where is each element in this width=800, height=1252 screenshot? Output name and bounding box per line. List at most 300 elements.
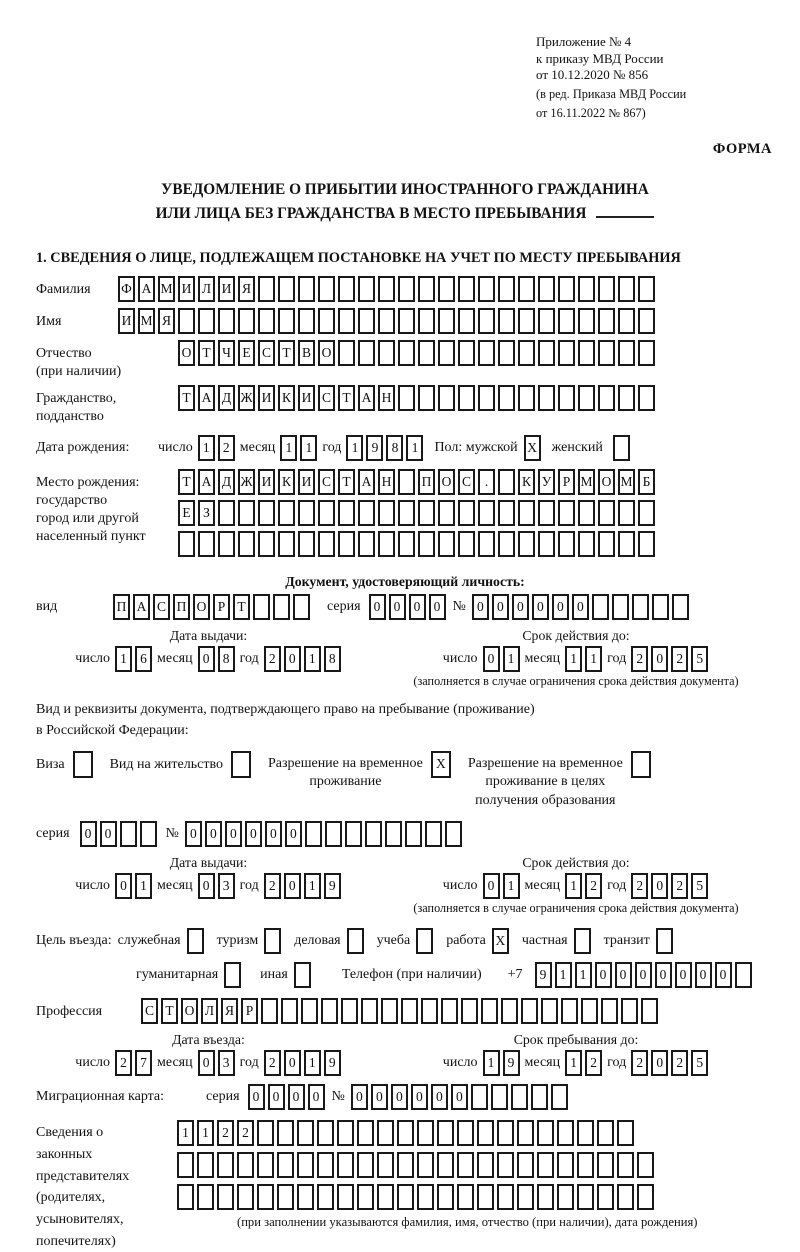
form-cell[interactable]: 0 bbox=[715, 962, 732, 988]
form-cell[interactable]: С bbox=[458, 469, 475, 495]
form-cell[interactable] bbox=[481, 998, 498, 1024]
form-cell[interactable] bbox=[511, 1084, 528, 1110]
form-cell[interactable] bbox=[458, 500, 475, 526]
form-cell[interactable]: 0 bbox=[391, 1084, 408, 1110]
form-cell[interactable]: 0 bbox=[265, 821, 282, 847]
form-cell[interactable] bbox=[318, 531, 335, 557]
form-cell[interactable]: 0 bbox=[492, 594, 509, 620]
form-cell[interactable]: П bbox=[113, 594, 130, 620]
form-cell[interactable]: Т bbox=[178, 469, 195, 495]
form-cell[interactable] bbox=[457, 1152, 474, 1178]
form-cell[interactable] bbox=[592, 594, 609, 620]
form-cell[interactable] bbox=[477, 1184, 494, 1210]
form-cell[interactable]: Т bbox=[198, 340, 215, 366]
form-cell[interactable]: 6 bbox=[135, 646, 152, 672]
form-cell[interactable]: А bbox=[358, 385, 375, 411]
form-cell[interactable]: Я bbox=[221, 998, 238, 1024]
form-cell[interactable]: Р bbox=[213, 594, 230, 620]
form-cell[interactable] bbox=[277, 1152, 294, 1178]
form-cell[interactable] bbox=[347, 928, 364, 954]
form-cell[interactable]: 0 bbox=[552, 594, 569, 620]
form-cell[interactable]: М bbox=[138, 308, 155, 334]
form-cell[interactable] bbox=[277, 1120, 294, 1146]
form-cell[interactable]: 2 bbox=[671, 873, 688, 899]
form-cell[interactable] bbox=[478, 276, 495, 302]
migration-series-cells[interactable] bbox=[248, 1084, 328, 1110]
form-cell[interactable]: 2 bbox=[671, 646, 688, 672]
form-cell[interactable] bbox=[617, 1120, 634, 1146]
form-cell[interactable]: О bbox=[193, 594, 210, 620]
residence-series-cells[interactable] bbox=[80, 821, 160, 847]
visa-checkbox[interactable] bbox=[73, 751, 96, 778]
form-cell[interactable] bbox=[338, 531, 355, 557]
form-cell[interactable] bbox=[253, 594, 270, 620]
form-cell[interactable]: О bbox=[318, 340, 335, 366]
form-cell[interactable]: С bbox=[318, 385, 335, 411]
form-cell[interactable]: 1 bbox=[135, 873, 152, 899]
form-cell[interactable] bbox=[418, 308, 435, 334]
form-cell[interactable] bbox=[417, 1152, 434, 1178]
form-cell[interactable] bbox=[518, 500, 535, 526]
form-cell[interactable]: Т bbox=[338, 385, 355, 411]
residence-issue-year-cells[interactable] bbox=[264, 873, 344, 899]
form-cell[interactable] bbox=[656, 928, 673, 954]
form-cell[interactable] bbox=[577, 1184, 594, 1210]
form-cell[interactable] bbox=[597, 1184, 614, 1210]
doc-valid-year-cells[interactable] bbox=[631, 646, 711, 672]
form-cell[interactable] bbox=[538, 276, 555, 302]
form-cell[interactable] bbox=[531, 1084, 548, 1110]
form-cell[interactable] bbox=[558, 500, 575, 526]
purpose-tourism-checkbox[interactable] bbox=[264, 928, 284, 954]
form-cell[interactable]: 0 bbox=[245, 821, 262, 847]
form-cell[interactable] bbox=[621, 998, 638, 1024]
purpose-other-checkbox[interactable] bbox=[294, 962, 314, 988]
form-cell[interactable] bbox=[538, 340, 555, 366]
form-cell[interactable]: 0 bbox=[100, 821, 117, 847]
form-cell[interactable]: Ф bbox=[118, 276, 135, 302]
form-cell[interactable]: 0 bbox=[288, 1084, 305, 1110]
form-cell[interactable]: 3 bbox=[218, 873, 235, 899]
form-cell[interactable] bbox=[617, 1152, 634, 1178]
form-cell[interactable] bbox=[672, 594, 689, 620]
form-cell[interactable]: . bbox=[478, 469, 495, 495]
form-cell[interactable]: 0 bbox=[651, 873, 668, 899]
form-cell[interactable]: С bbox=[141, 998, 158, 1024]
residence-number-cells[interactable] bbox=[185, 821, 465, 847]
form-cell[interactable]: 0 bbox=[532, 594, 549, 620]
form-cell[interactable]: 0 bbox=[695, 962, 712, 988]
entry-month-cells[interactable] bbox=[198, 1050, 238, 1076]
form-cell[interactable] bbox=[73, 751, 93, 778]
form-cell[interactable] bbox=[278, 276, 295, 302]
form-cell[interactable] bbox=[638, 308, 655, 334]
form-cell[interactable]: 0 bbox=[451, 1084, 468, 1110]
form-cell[interactable] bbox=[471, 1084, 488, 1110]
form-cell[interactable] bbox=[521, 998, 538, 1024]
doc-issue-day-cells[interactable] bbox=[115, 646, 155, 672]
form-cell[interactable]: 0 bbox=[595, 962, 612, 988]
form-cell[interactable] bbox=[617, 1184, 634, 1210]
form-cell[interactable] bbox=[478, 385, 495, 411]
form-cell[interactable] bbox=[538, 500, 555, 526]
representatives-cells-row1[interactable] bbox=[177, 1120, 697, 1146]
form-cell[interactable] bbox=[437, 1152, 454, 1178]
stay-day-cells[interactable] bbox=[483, 1050, 523, 1076]
form-cell[interactable] bbox=[277, 1184, 294, 1210]
form-cell[interactable] bbox=[358, 308, 375, 334]
form-cell[interactable] bbox=[378, 276, 395, 302]
form-cell[interactable] bbox=[398, 500, 415, 526]
form-cell[interactable] bbox=[578, 276, 595, 302]
form-cell[interactable]: Т bbox=[278, 340, 295, 366]
form-cell[interactable] bbox=[538, 531, 555, 557]
form-cell[interactable] bbox=[297, 1184, 314, 1210]
form-cell[interactable] bbox=[197, 1152, 214, 1178]
form-cell[interactable] bbox=[237, 1184, 254, 1210]
form-cell[interactable]: 5 bbox=[691, 1050, 708, 1076]
form-cell[interactable] bbox=[498, 531, 515, 557]
form-cell[interactable] bbox=[358, 531, 375, 557]
temp-permit-checkbox[interactable] bbox=[431, 751, 454, 778]
form-cell[interactable] bbox=[317, 1184, 334, 1210]
form-cell[interactable]: 0 bbox=[572, 594, 589, 620]
form-cell[interactable] bbox=[398, 340, 415, 366]
form-cell[interactable] bbox=[581, 998, 598, 1024]
birth-day-cells[interactable] bbox=[198, 435, 238, 461]
form-cell[interactable]: Я bbox=[238, 276, 255, 302]
form-cell[interactable]: С bbox=[258, 340, 275, 366]
form-cell[interactable]: Т bbox=[233, 594, 250, 620]
form-cell[interactable] bbox=[618, 531, 635, 557]
form-cell[interactable]: К bbox=[278, 385, 295, 411]
form-cell[interactable]: А bbox=[133, 594, 150, 620]
form-cell[interactable] bbox=[558, 385, 575, 411]
form-cell[interactable] bbox=[558, 340, 575, 366]
form-cell[interactable]: 0 bbox=[483, 873, 500, 899]
form-cell[interactable]: 0 bbox=[205, 821, 222, 847]
form-cell[interactable] bbox=[618, 385, 635, 411]
form-cell[interactable]: 0 bbox=[651, 1050, 668, 1076]
form-cell[interactable] bbox=[301, 998, 318, 1024]
form-cell[interactable] bbox=[238, 531, 255, 557]
purpose-official-checkbox[interactable] bbox=[187, 928, 207, 954]
form-cell[interactable] bbox=[445, 821, 462, 847]
form-cell[interactable] bbox=[518, 308, 535, 334]
form-cell[interactable]: Т bbox=[338, 469, 355, 495]
form-cell[interactable]: Ч bbox=[218, 340, 235, 366]
edu-permit-checkbox[interactable] bbox=[631, 751, 654, 778]
form-cell[interactable]: О bbox=[598, 469, 615, 495]
form-cell[interactable]: Д bbox=[218, 385, 235, 411]
form-cell[interactable] bbox=[497, 1184, 514, 1210]
form-cell[interactable] bbox=[341, 998, 358, 1024]
form-cell[interactable] bbox=[338, 276, 355, 302]
form-cell[interactable]: 0 bbox=[635, 962, 652, 988]
form-cell[interactable]: 0 bbox=[369, 594, 386, 620]
form-cell[interactable]: 2 bbox=[115, 1050, 132, 1076]
form-cell[interactable]: С bbox=[318, 469, 335, 495]
birth-year-cells[interactable] bbox=[346, 435, 426, 461]
form-cell[interactable] bbox=[537, 1152, 554, 1178]
form-cell[interactable]: М bbox=[158, 276, 175, 302]
form-cell[interactable] bbox=[538, 385, 555, 411]
form-cell[interactable] bbox=[218, 308, 235, 334]
form-cell[interactable] bbox=[338, 308, 355, 334]
form-cell[interactable] bbox=[735, 962, 752, 988]
form-cell[interactable] bbox=[258, 308, 275, 334]
form-cell[interactable]: 1 bbox=[304, 1050, 321, 1076]
form-cell[interactable] bbox=[498, 340, 515, 366]
form-cell[interactable]: 0 bbox=[429, 594, 446, 620]
form-cell[interactable] bbox=[598, 340, 615, 366]
form-cell[interactable] bbox=[198, 531, 215, 557]
form-cell[interactable]: 0 bbox=[225, 821, 242, 847]
form-cell[interactable] bbox=[518, 276, 535, 302]
form-cell[interactable] bbox=[561, 998, 578, 1024]
form-cell[interactable] bbox=[397, 1120, 414, 1146]
form-cell[interactable] bbox=[237, 1152, 254, 1178]
birthplace-cells-row3[interactable] bbox=[178, 531, 658, 557]
form-cell[interactable] bbox=[541, 998, 558, 1024]
form-cell[interactable]: О bbox=[438, 469, 455, 495]
form-cell[interactable] bbox=[398, 276, 415, 302]
form-cell[interactable]: Т bbox=[178, 385, 195, 411]
form-cell[interactable] bbox=[258, 531, 275, 557]
form-cell[interactable] bbox=[377, 1184, 394, 1210]
form-cell[interactable] bbox=[457, 1120, 474, 1146]
form-cell[interactable] bbox=[461, 998, 478, 1024]
residence-issue-day-cells[interactable] bbox=[115, 873, 155, 899]
form-cell[interactable] bbox=[278, 308, 295, 334]
form-cell[interactable] bbox=[498, 500, 515, 526]
form-cell[interactable] bbox=[577, 1120, 594, 1146]
form-cell[interactable] bbox=[381, 998, 398, 1024]
form-cell[interactable] bbox=[358, 276, 375, 302]
form-cell[interactable]: 1 bbox=[280, 435, 297, 461]
form-cell[interactable] bbox=[278, 531, 295, 557]
form-cell[interactable]: 5 bbox=[691, 646, 708, 672]
entry-year-cells[interactable] bbox=[264, 1050, 344, 1076]
form-cell[interactable] bbox=[224, 962, 241, 988]
form-cell[interactable]: 2 bbox=[264, 1050, 281, 1076]
form-cell[interactable] bbox=[437, 1184, 454, 1210]
form-cell[interactable] bbox=[418, 531, 435, 557]
form-cell[interactable] bbox=[421, 998, 438, 1024]
form-cell[interactable] bbox=[578, 385, 595, 411]
form-cell[interactable]: А bbox=[198, 469, 215, 495]
stay-month-cells[interactable] bbox=[565, 1050, 605, 1076]
form-cell[interactable] bbox=[518, 385, 535, 411]
form-cell[interactable]: 0 bbox=[351, 1084, 368, 1110]
purpose-transit-checkbox[interactable] bbox=[656, 928, 676, 954]
form-cell[interactable] bbox=[478, 500, 495, 526]
form-cell[interactable] bbox=[257, 1184, 274, 1210]
form-cell[interactable] bbox=[441, 998, 458, 1024]
form-cell[interactable] bbox=[398, 469, 415, 495]
form-cell[interactable]: 1 bbox=[198, 435, 215, 461]
form-cell[interactable] bbox=[491, 1084, 508, 1110]
form-cell[interactable]: 3 bbox=[218, 1050, 235, 1076]
form-cell[interactable] bbox=[120, 821, 137, 847]
form-cell[interactable] bbox=[641, 998, 658, 1024]
form-cell[interactable] bbox=[425, 821, 442, 847]
form-cell[interactable] bbox=[478, 308, 495, 334]
form-cell[interactable] bbox=[457, 1184, 474, 1210]
form-cell[interactable] bbox=[537, 1184, 554, 1210]
form-cell[interactable] bbox=[257, 1120, 274, 1146]
form-cell[interactable] bbox=[187, 928, 204, 954]
entry-day-cells[interactable] bbox=[115, 1050, 155, 1076]
form-cell[interactable]: X bbox=[524, 435, 541, 461]
form-cell[interactable]: И bbox=[258, 469, 275, 495]
form-cell[interactable] bbox=[178, 308, 195, 334]
form-cell[interactable] bbox=[338, 500, 355, 526]
form-cell[interactable] bbox=[293, 594, 310, 620]
form-cell[interactable]: 0 bbox=[483, 646, 500, 672]
form-cell[interactable]: 1 bbox=[565, 1050, 582, 1076]
form-cell[interactable]: 0 bbox=[284, 646, 301, 672]
form-cell[interactable] bbox=[518, 531, 535, 557]
form-cell[interactable]: X bbox=[431, 751, 451, 778]
form-cell[interactable] bbox=[578, 531, 595, 557]
form-cell[interactable] bbox=[477, 1152, 494, 1178]
form-cell[interactable] bbox=[264, 928, 281, 954]
form-cell[interactable] bbox=[558, 308, 575, 334]
form-cell[interactable] bbox=[297, 1152, 314, 1178]
form-cell[interactable] bbox=[417, 1184, 434, 1210]
residence-issue-month-cells[interactable] bbox=[198, 873, 238, 899]
form-cell[interactable]: 1 bbox=[304, 873, 321, 899]
form-cell[interactable] bbox=[537, 1120, 554, 1146]
doc-valid-day-cells[interactable] bbox=[483, 646, 523, 672]
form-cell[interactable] bbox=[217, 1152, 234, 1178]
form-cell[interactable] bbox=[498, 469, 515, 495]
form-cell[interactable] bbox=[258, 500, 275, 526]
form-cell[interactable]: 0 bbox=[308, 1084, 325, 1110]
form-cell[interactable] bbox=[438, 385, 455, 411]
form-cell[interactable]: А bbox=[138, 276, 155, 302]
form-cell[interactable]: 7 bbox=[135, 1050, 152, 1076]
form-cell[interactable] bbox=[498, 385, 515, 411]
form-cell[interactable] bbox=[518, 340, 535, 366]
form-cell[interactable] bbox=[377, 1152, 394, 1178]
form-cell[interactable]: 1 bbox=[300, 435, 317, 461]
form-cell[interactable] bbox=[458, 385, 475, 411]
form-cell[interactable] bbox=[438, 276, 455, 302]
stay-year-cells[interactable] bbox=[631, 1050, 711, 1076]
form-cell[interactable]: Л bbox=[201, 998, 218, 1024]
form-cell[interactable] bbox=[613, 435, 630, 461]
doc-series-cells[interactable] bbox=[369, 594, 449, 620]
form-cell[interactable] bbox=[618, 308, 635, 334]
form-cell[interactable] bbox=[197, 1184, 214, 1210]
form-cell[interactable]: 0 bbox=[284, 1050, 301, 1076]
form-cell[interactable] bbox=[501, 998, 518, 1024]
form-cell[interactable]: 2 bbox=[217, 1120, 234, 1146]
form-cell[interactable] bbox=[477, 1120, 494, 1146]
purpose-private-checkbox[interactable] bbox=[574, 928, 594, 954]
form-cell[interactable]: 2 bbox=[631, 873, 648, 899]
form-cell[interactable]: 0 bbox=[80, 821, 97, 847]
form-cell[interactable]: С bbox=[153, 594, 170, 620]
form-cell[interactable] bbox=[652, 594, 669, 620]
form-cell[interactable] bbox=[418, 500, 435, 526]
form-cell[interactable] bbox=[418, 276, 435, 302]
form-cell[interactable]: 2 bbox=[671, 1050, 688, 1076]
form-cell[interactable] bbox=[378, 500, 395, 526]
form-cell[interactable]: 1 bbox=[585, 646, 602, 672]
form-cell[interactable]: И bbox=[178, 276, 195, 302]
form-cell[interactable]: 2 bbox=[264, 873, 281, 899]
surname-cells[interactable] bbox=[118, 276, 658, 302]
form-cell[interactable]: 0 bbox=[198, 1050, 215, 1076]
form-cell[interactable]: 0 bbox=[248, 1084, 265, 1110]
form-cell[interactable] bbox=[217, 1184, 234, 1210]
form-cell[interactable] bbox=[385, 821, 402, 847]
form-cell[interactable]: 9 bbox=[324, 1050, 341, 1076]
form-cell[interactable]: 0 bbox=[472, 594, 489, 620]
form-cell[interactable] bbox=[281, 998, 298, 1024]
form-cell[interactable]: К bbox=[518, 469, 535, 495]
form-cell[interactable] bbox=[557, 1120, 574, 1146]
form-cell[interactable] bbox=[498, 308, 515, 334]
form-cell[interactable]: 0 bbox=[285, 821, 302, 847]
form-cell[interactable]: 0 bbox=[198, 873, 215, 899]
form-cell[interactable] bbox=[177, 1184, 194, 1210]
form-cell[interactable] bbox=[298, 276, 315, 302]
form-cell[interactable] bbox=[365, 821, 382, 847]
form-cell[interactable] bbox=[577, 1152, 594, 1178]
form-cell[interactable] bbox=[140, 821, 157, 847]
form-cell[interactable] bbox=[178, 531, 195, 557]
form-cell[interactable] bbox=[638, 500, 655, 526]
form-cell[interactable] bbox=[338, 340, 355, 366]
form-cell[interactable] bbox=[298, 500, 315, 526]
form-cell[interactable] bbox=[578, 308, 595, 334]
form-cell[interactable]: 1 bbox=[575, 962, 592, 988]
form-cell[interactable]: 2 bbox=[585, 1050, 602, 1076]
form-cell[interactable]: 2 bbox=[237, 1120, 254, 1146]
form-cell[interactable]: П bbox=[173, 594, 190, 620]
form-cell[interactable]: 1 bbox=[346, 435, 363, 461]
form-cell[interactable]: 5 bbox=[691, 873, 708, 899]
birthplace-cells-row1[interactable] bbox=[178, 469, 658, 495]
doc-issue-month-cells[interactable] bbox=[198, 646, 238, 672]
form-cell[interactable] bbox=[558, 531, 575, 557]
form-cell[interactable] bbox=[378, 308, 395, 334]
form-cell[interactable]: 0 bbox=[389, 594, 406, 620]
form-cell[interactable] bbox=[557, 1184, 574, 1210]
form-cell[interactable] bbox=[598, 500, 615, 526]
form-cell[interactable]: Е bbox=[178, 500, 195, 526]
form-cell[interactable] bbox=[418, 340, 435, 366]
form-cell[interactable]: 9 bbox=[503, 1050, 520, 1076]
form-cell[interactable] bbox=[638, 385, 655, 411]
form-cell[interactable]: 1 bbox=[115, 646, 132, 672]
form-cell[interactable]: А bbox=[198, 385, 215, 411]
form-cell[interactable] bbox=[458, 276, 475, 302]
form-cell[interactable] bbox=[638, 531, 655, 557]
form-cell[interactable] bbox=[438, 500, 455, 526]
form-cell[interactable] bbox=[405, 821, 422, 847]
form-cell[interactable] bbox=[598, 308, 615, 334]
purpose-business-checkbox[interactable] bbox=[347, 928, 367, 954]
form-cell[interactable]: Н bbox=[378, 469, 395, 495]
form-cell[interactable]: М bbox=[618, 469, 635, 495]
form-cell[interactable]: Е bbox=[238, 340, 255, 366]
form-cell[interactable] bbox=[598, 531, 615, 557]
